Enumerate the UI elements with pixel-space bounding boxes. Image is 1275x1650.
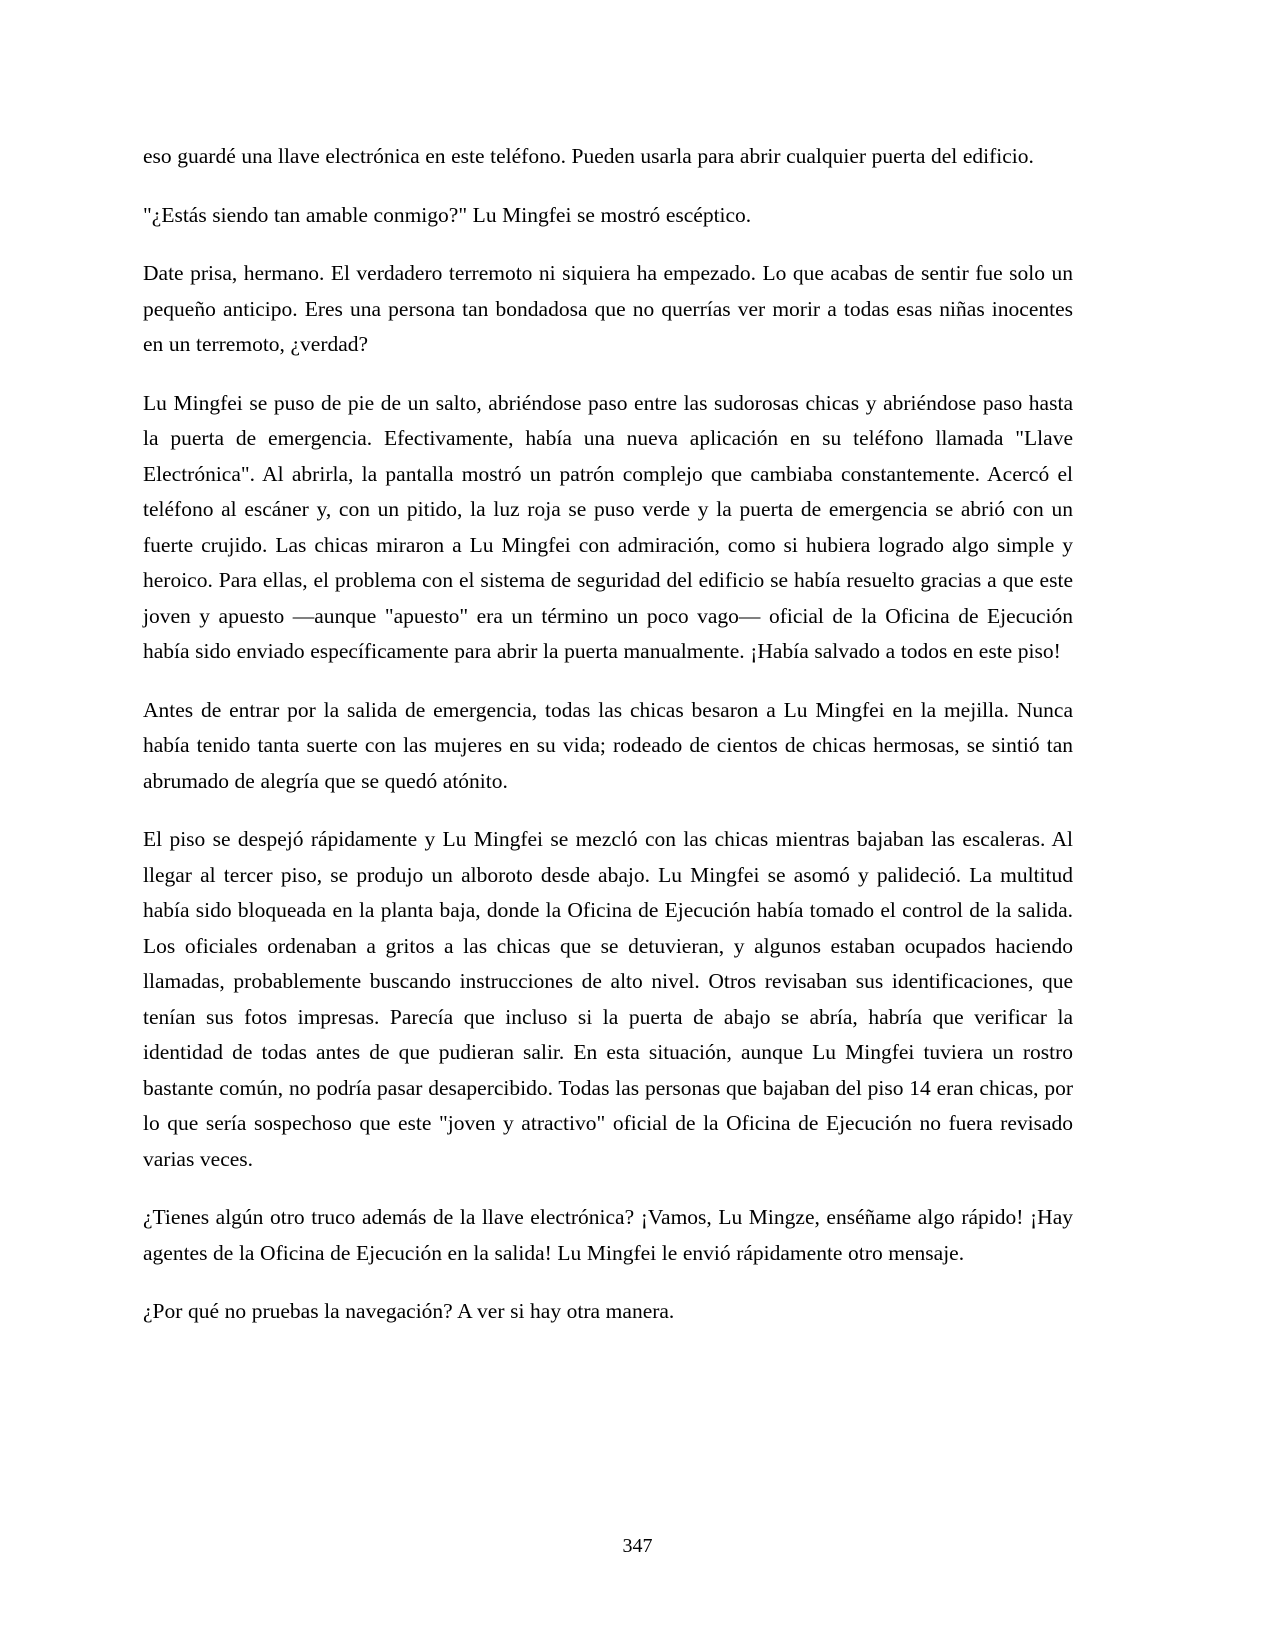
paragraph: El piso se despejó rápidamente y Lu Mingfei se mezcló con las chicas mientras bajaban las escaleras. Al llegar al tercer piso, se produjo un alboroto desde abajo. Lu Mingfei se asomó y palideció. La multitud había sido bloqueada en la planta baja, donde la Oficina de Ejecución había tomado el control de la salida. Los oficiales ordenaban a gritos a las chicas que se detuvieran, y algunos estaban ocupados haciendo llamadas, probablemente buscando instrucciones de alto nivel. Otros revisaban sus identificaciones, que tenían sus fotos impresas. Parecía que incluso si la puerta de abajo se abría, habría que verificar la identidad de todas antes de que pudieran salir. En esta situación, aunque Lu Mingfei tuviera un rostro bastante común, no podría pasar desapercibido. Todas las personas que bajaban del piso 14 eran chicas, por lo que sería sospechoso que este "joven y atractivo" oficial de la Oficina de Ejecución no fuera revisado varias veces.: [143, 827, 1073, 1171]
paragraph: Lu Mingfei se puso de pie de un salto, abriéndose paso entre las sudorosas chicas y abriéndose paso hasta la puerta de emergencia. Efectivamente, había una nueva aplicación en su teléfono llamada "Llave Electrónica". Al abrirla, la pantalla mostró un patrón complejo que cambiaba constantemente. Acercó el teléfono al escáner y, con un pitido, la luz roja se puso verde y la puerta de emergencia se abrió con un fuerte crujido. Las chicas miraron a Lu Mingfei con admiración, como si hubiera logrado algo simple y heroico. Para ellas, el problema con el sistema de seguridad del edificio se había resuelto gracias a que este joven y apuesto —aunque "apuesto" era un término un poco vago— oficial de la Oficina de Ejecución había sido enviado específicamente para abrir la puerta manualmente. ¡Había salvado a todos en este piso!: [143, 390, 1073, 663]
paragraph: ¿Por qué no pruebas la navegación? A ver si hay otra manera.: [143, 1299, 675, 1323]
paragraph: ¿Tienes algún otro truco además de la llave electrónica? ¡Vamos, Lu Mingze, enséñame algo rápido! ¡Hay agentes de la Oficina de Ejecución en la salida! Lu Mingfei le envió rápidamente otro mensaje.: [143, 1205, 1073, 1265]
paragraph: "¿Estás siendo tan amable conmigo?" Lu Mingfei se mostró escéptico.: [143, 202, 752, 227]
body-text-column: [143, 139, 1073, 1330]
paragraph: Antes de entrar por la salida de emergencia, todas las chicas besaron a Lu Mingfei en la mejilla. Nunca había tenido tanta suerte con las mujeres en su vida; rodeado de cientos de chicas hermosas, se sintió tan abrumado de alegría que se quedó atónito.: [143, 697, 1073, 793]
page-number: 347: [622, 1535, 653, 1557]
paragraph: Date prisa, hermano. El verdadero terremoto ni siquiera ha empezado. Lo que acabas de sentir fue solo un pequeño anticipo. Eres una persona tan bondadosa que no querrías ver morir a todas esas niñas inocentes en un terremoto, ¿verdad?: [143, 261, 1073, 356]
paragraph: eso guardé una llave electrónica en este teléfono. Pueden usarla para abrir cualquier puerta del edificio.: [143, 144, 1034, 168]
